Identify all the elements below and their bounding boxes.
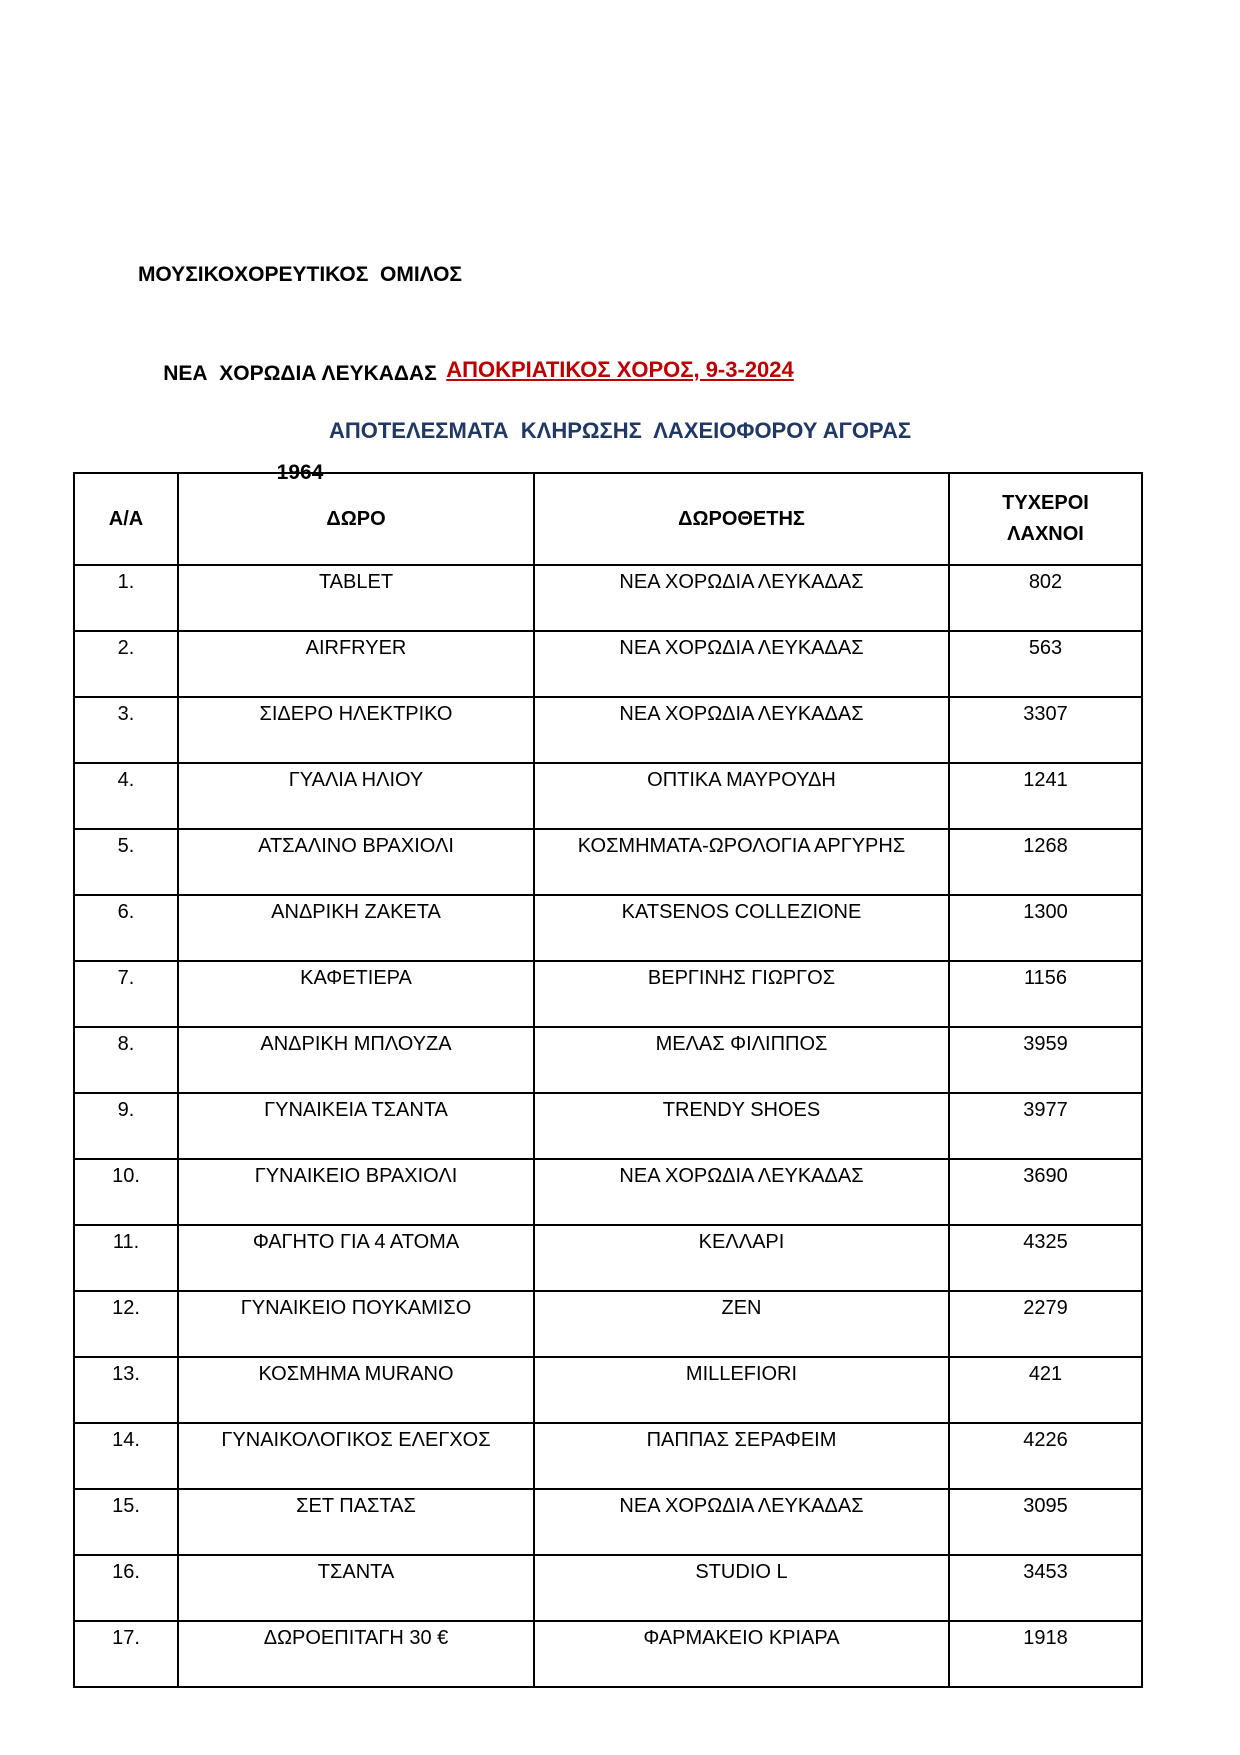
- row-index: 4.: [74, 763, 178, 829]
- row-donor: TRENDY SHOES: [534, 1093, 949, 1159]
- row-gift: ΓΥΝΑΙΚΟΛΟΓΙΚΟΣ ΕΛΕΓΧΟΣ: [178, 1423, 534, 1489]
- row-index: 3.: [74, 697, 178, 763]
- row-gift: ΑΤΣΑΛΙΝΟ ΒΡΑΧΙΟΛΙ: [178, 829, 534, 895]
- event-title: ΑΠΟΚΡΙΑΤΙΚΟΣ ΧΟΡΟΣ, 9-3-2024: [446, 357, 794, 382]
- table-row: [74, 1621, 1142, 1687]
- header-lucky-line2: ΛΑΧΝΟΙ: [1007, 523, 1084, 545]
- row-gift: ΑΝΔΡΙΚΗ ΖΑΚΕΤΑ: [178, 895, 534, 961]
- table-row: [74, 895, 1142, 961]
- row-gift: ΤΣΑΝΤΑ: [178, 1555, 534, 1621]
- row-number: 1241: [949, 763, 1142, 829]
- row-donor: ΦΑΡΜΑΚΕΙΟ ΚΡΙΑΡΑ: [534, 1621, 949, 1687]
- row-number: 1300: [949, 895, 1142, 961]
- row-gift: ΓΥΝΑΙΚΕΙΑ ΤΣΑΝΤΑ: [178, 1093, 534, 1159]
- row-number: 3977: [949, 1093, 1142, 1159]
- row-donor: ΖΕΝ: [534, 1291, 949, 1357]
- row-donor: MILLEFIORI: [534, 1357, 949, 1423]
- header-gift: ΔΩΡΟ: [178, 473, 534, 565]
- table-row: [74, 1489, 1142, 1555]
- row-gift: TABLET: [178, 565, 534, 631]
- organization-name-line1: ΜΟΥΣΙΚΟΧΟΡΕΥΤΙΚΟΣ ΟΜΙΛΟΣ: [137, 263, 463, 286]
- row-index: 9.: [74, 1093, 178, 1159]
- row-index: 8.: [74, 1027, 178, 1093]
- row-donor: ΠΑΠΠΑΣ ΣΕΡΑΦΕΙΜ: [534, 1423, 949, 1489]
- row-number: 1268: [949, 829, 1142, 895]
- table-row: [74, 1159, 1142, 1225]
- row-number: 421: [949, 1357, 1142, 1423]
- row-donor: ΝΕΑ ΧΟΡΩΔΙΑ ΛΕΥΚΑΔΑΣ: [534, 631, 949, 697]
- header-donor: ΔΩΡΟΘΕΤΗΣ: [534, 473, 949, 565]
- table-row: [74, 1555, 1142, 1621]
- row-index: 14.: [74, 1423, 178, 1489]
- row-index: 17.: [74, 1621, 178, 1687]
- row-number: 802: [949, 565, 1142, 631]
- row-donor: ΒΕΡΓΙΝΗΣ ΓΙΩΡΓΟΣ: [534, 961, 949, 1027]
- row-donor: ΚΟΣΜΗΜΑΤΑ-ΩΡΟΛΟΓΙΑ ΑΡΓΥΡΗΣ: [534, 829, 949, 895]
- row-number: 3307: [949, 697, 1142, 763]
- row-index: 10.: [74, 1159, 178, 1225]
- row-gift: ΓΥΑΛΙΑ ΗΛΙΟΥ: [178, 763, 534, 829]
- row-number: 3453: [949, 1555, 1142, 1621]
- table-row: [74, 1093, 1142, 1159]
- row-index: 11.: [74, 1225, 178, 1291]
- row-index: 5.: [74, 829, 178, 895]
- row-gift: ΦΑΓΗΤΟ ΓΙΑ 4 ΑΤΟΜΑ: [178, 1225, 534, 1291]
- row-index: 6.: [74, 895, 178, 961]
- row-number: 4226: [949, 1423, 1142, 1489]
- results-table: [73, 472, 1143, 1688]
- row-donor: ΟΠΤΙΚΑ ΜΑΥΡΟΥΔΗ: [534, 763, 949, 829]
- row-number: 3690: [949, 1159, 1142, 1225]
- header-lucky-numbers: [949, 473, 1142, 565]
- organization-year: 1964: [276, 461, 324, 484]
- row-gift: ΚΑΦΕΤΙΕΡΑ: [178, 961, 534, 1027]
- row-number: 1918: [949, 1621, 1142, 1687]
- row-gift: ΓΥΝΑΙΚΕΙΟ ΒΡΑΧΙΟΛΙ: [178, 1159, 534, 1225]
- table-header-row: [74, 473, 1142, 565]
- row-number: 3095: [949, 1489, 1142, 1555]
- row-donor: ΜΕΛΑΣ ΦΙΛΙΠΠΟΣ: [534, 1027, 949, 1093]
- table-row: [74, 1225, 1142, 1291]
- table-row: [74, 1423, 1142, 1489]
- table-row: [74, 829, 1142, 895]
- organization-name-line2: ΝΕΑ ΧΟΡΩΔΙΑ ΛΕΥΚΑΔΑΣ: [163, 362, 437, 385]
- row-index: 16.: [74, 1555, 178, 1621]
- table-row: [74, 697, 1142, 763]
- row-donor: ΝΕΑ ΧΟΡΩΔΙΑ ΛΕΥΚΑΔΑΣ: [534, 1489, 949, 1555]
- row-index: 12.: [74, 1291, 178, 1357]
- row-gift: ΚΟΣΜΗΜΑ MURANO: [178, 1357, 534, 1423]
- row-number: 563: [949, 631, 1142, 697]
- row-index: 15.: [74, 1489, 178, 1555]
- row-gift: ΣΙΔΕΡΟ ΗΛΕΚΤΡΙΚΟ: [178, 697, 534, 763]
- results-title: ΑΠΟΤΕΛΕΣΜΑΤΑ ΚΛΗΡΩΣΗΣ ΛΑΧΕΙΟΦΟΡΟΥ ΑΓΟΡΑΣ: [328, 418, 912, 443]
- row-number: 4325: [949, 1225, 1142, 1291]
- row-index: 7.: [74, 961, 178, 1027]
- header-index: Α/Α: [74, 473, 178, 565]
- row-donor: ΝΕΑ ΧΟΡΩΔΙΑ ΛΕΥΚΑΔΑΣ: [534, 697, 949, 763]
- table-row: [74, 1291, 1142, 1357]
- row-donor: ΝΕΑ ΧΟΡΩΔΙΑ ΛΕΥΚΑΔΑΣ: [534, 1159, 949, 1225]
- table-row: [74, 1027, 1142, 1093]
- row-gift: ΣΕΤ ΠΑΣΤΑΣ: [178, 1489, 534, 1555]
- table-row: [74, 763, 1142, 829]
- table-row: [74, 1357, 1142, 1423]
- table-row: [74, 961, 1142, 1027]
- row-donor: ΚΕΛΛΑΡΙ: [534, 1225, 949, 1291]
- row-index: 2.: [74, 631, 178, 697]
- table-row: [74, 565, 1142, 631]
- row-gift: ΑΝΔΡΙΚΗ ΜΠΛΟΥΖΑ: [178, 1027, 534, 1093]
- row-donor: KATSENOS COLLEZIONE: [534, 895, 949, 961]
- row-donor: ΝΕΑ ΧΟΡΩΔΙΑ ΛΕΥΚΑΔΑΣ: [534, 565, 949, 631]
- header-lucky-line1: ΤΥΧΕΡΟΙ: [1002, 492, 1089, 514]
- row-index: 1.: [74, 565, 178, 631]
- row-gift: AIRFRYER: [178, 631, 534, 697]
- row-number: 2279: [949, 1291, 1142, 1357]
- row-number: 1156: [949, 961, 1142, 1027]
- row-gift: ΔΩΡΟΕΠΙΤΑΓΗ 30 €: [178, 1621, 534, 1687]
- row-index: 13.: [74, 1357, 178, 1423]
- table-row: [74, 631, 1142, 697]
- row-donor: STUDIO L: [534, 1555, 949, 1621]
- row-gift: ΓΥΝΑΙΚΕΙΟ ΠΟΥΚΑΜΙΣΟ: [178, 1291, 534, 1357]
- row-number: 3959: [949, 1027, 1142, 1093]
